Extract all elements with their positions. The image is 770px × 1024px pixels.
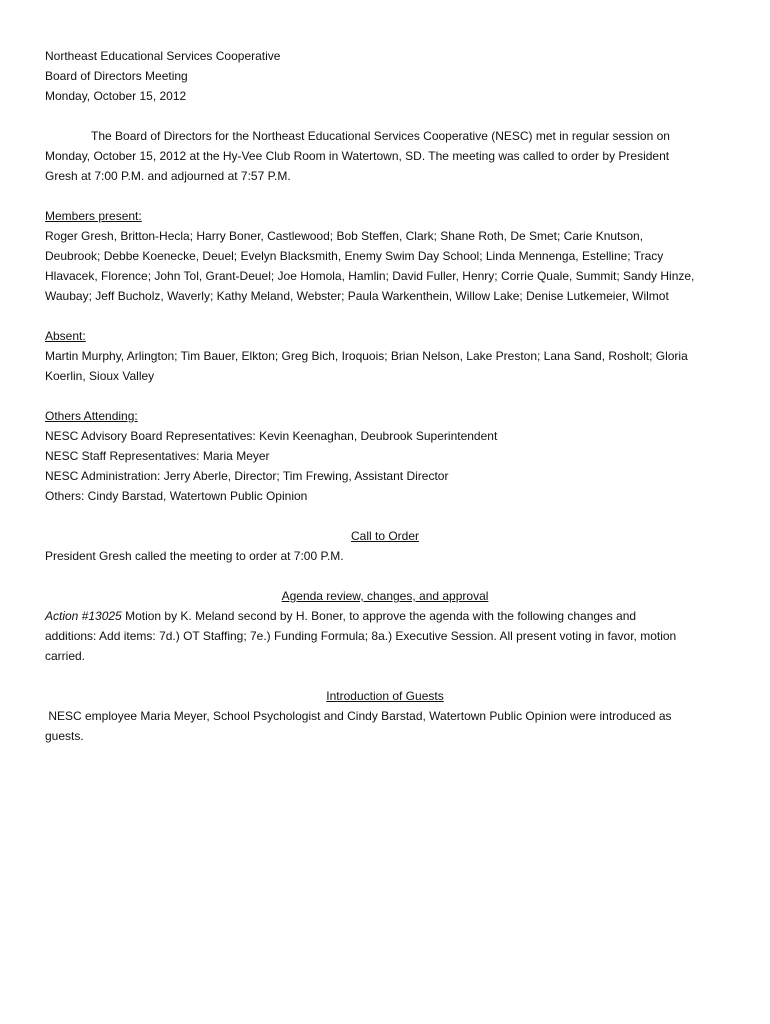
intro-line: Gresh at 7:00 P.M. and adjourned at 7:57 P.M. [45,169,291,183]
org-name: Northeast Educational Services Cooperative [45,49,281,63]
others-line: NESC Staff Representatives: Maria Meyer [45,449,270,463]
action-number: Action #13025 [45,609,122,623]
guests-heading: Introduction of Guests [326,689,444,703]
members-line: Roger Gresh, Britton-Hecla; Harry Boner, Castlewood; Bob Steffen, Clark; Shane Roth, De Smet; Carie Knutson, [45,229,644,243]
members-present-heading: Members present: [45,209,142,223]
absent-line: Martin Murphy, Arlington; Tim Bauer, Elkton; Greg Bich, Iroquois; Brian Nelson, Lake Preston; Lana Sand, Rosholt; Gloria [45,349,688,363]
others-attending-heading: Others Attending: [45,409,138,423]
absent-heading: Absent: [45,329,86,343]
others-line: Others: Cindy Barstad, Watertown Public Opinion [45,489,308,503]
guests-line: guests. [45,729,84,743]
intro-line: Monday, October 15, 2012 at the Hy-Vee Club Room in Watertown, SD. The meeting was called to order by President [45,149,670,163]
document-content [45,46,725,746]
members-present-section [45,206,725,306]
others-attending-section [45,406,725,506]
others-line: NESC Administration: Jerry Aberle, Director; Tim Frewing, Assistant Director [45,469,449,483]
intro-line: The Board of Directors for the Northeast Educational Services Cooperative (NESC) met in regular session on [91,129,670,143]
members-line: Deubrook; Debbe Koenecke, Deuel; Evelyn Blacksmith, Enemy Swim Day School; Linda Mennenga, Estelline; Tracy [45,249,664,263]
call-to-order-section [45,526,725,566]
call-to-order-text: President Gresh called the meeting to order at 7:00 P.M. [45,549,344,563]
agenda-line: carried. [45,649,86,663]
intro-paragraph [45,126,725,186]
members-line: Hlavacek, Florence; John Tol, Grant-Deuel; Joe Homola, Hamlin; David Fuller, Henry; Corrie Quale, Summit; Sandy Hinze, [45,269,695,283]
agenda-motion-text: Motion by K. Meland second by H. Boner, to approve the agenda with the following changes and [121,609,637,623]
agenda-section [45,586,725,666]
others-line: NESC Advisory Board Representatives: Kevin Keenaghan, Deubrook Superintendent [45,429,498,443]
agenda-line: additions: Add items: 7d.) OT Staffing; 7e.) Funding Formula; 8a.) Executive Session. All present voting in favor, motion [45,629,677,643]
call-to-order-heading: Call to Order [350,529,420,543]
agenda-heading: Agenda review, changes, and approval [281,589,489,603]
meeting-title: Board of Directors Meeting [45,69,188,83]
absent-line: Koerlin, Sioux Valley [45,369,155,383]
meeting-date: Monday, October 15, 2012 [45,89,187,103]
guests-section [45,686,725,746]
absent-section [45,326,725,386]
members-line: Waubay; Jeff Bucholz, Waverly; Kathy Meland, Webster; Paula Warkenthein, Willow Lake; Denise Lutkemeier, Wilmot [45,289,669,303]
guests-line: NESC employee Maria Meyer, School Psychologist and Cindy Barstad, Watertown Public Opinion were introduced as [45,709,672,723]
